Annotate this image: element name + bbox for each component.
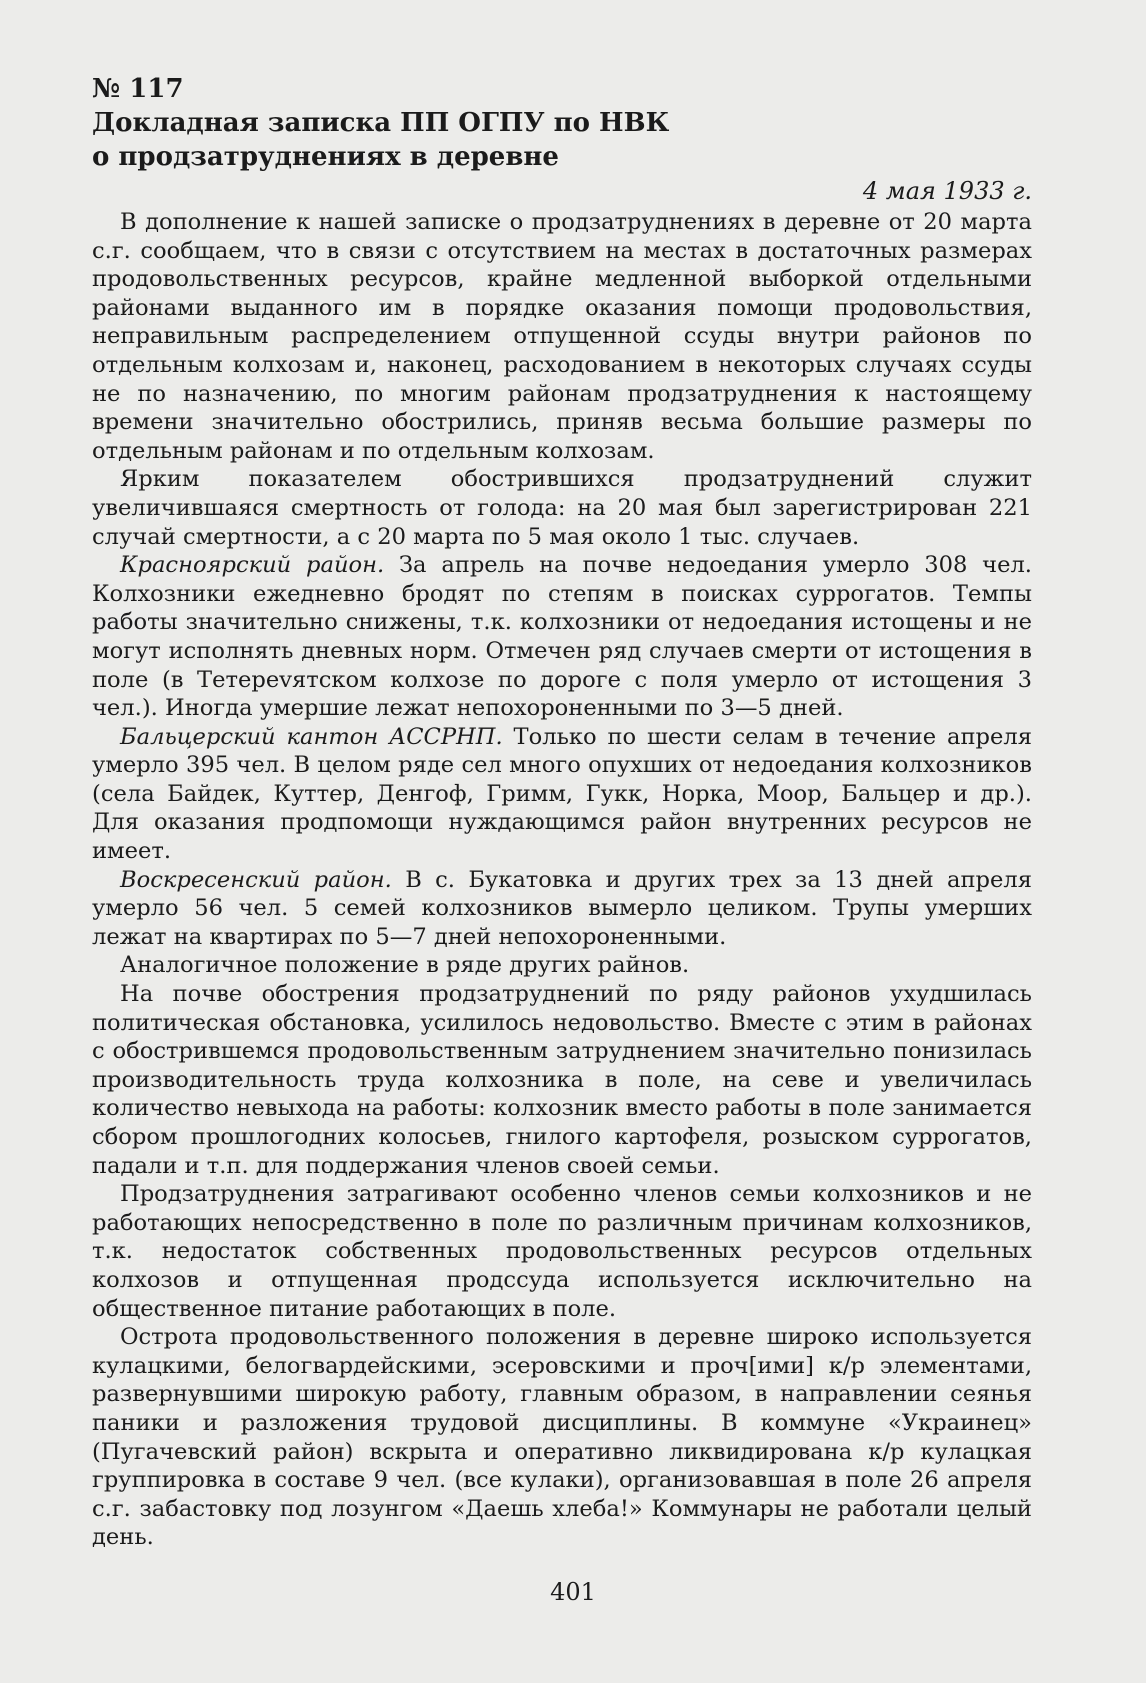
paragraph <box>92 208 1032 465</box>
paragraph <box>92 1180 1032 1323</box>
paragraph-text: Аналогичное положение в ряде других райнов. <box>120 952 690 979</box>
paragraph-text: Продзатруднения затрагивают особенно членов семьи колхозников и не работающих непосредственно в поле по различным причинам колхозников, т.к. недостаток собственных продовольственных ресурсов отдельных колхозов и отпущенная продссуда используется исключительно на общественное питание работающих в поле. <box>92 1181 1032 1322</box>
document-date: 4 мая 1933 г. <box>862 177 1032 205</box>
document-title-line-2: о продзатруднениях в деревне <box>92 142 559 172</box>
paragraph <box>92 866 1032 952</box>
paragraph-text: Острота продовольственного положения в деревне широко используется кулацкими, белогвардейскими, эсеровскими и проч[ими] к/р элементами, развернувшими широкую работу, главным образом, в направлении сеянья паники и разложения трудовой дисциплины. В коммуне «Украинец» (Пугачевский район) вскрыта и оперативно ликвидирована к/р кулацкая группировка в составе 9 чел. (все кулаки), организовавшая в поле 26 апреля с.г. забастовку под лозунгом «Даешь хлеба!» Коммунары не работали целый день. <box>92 1324 1032 1551</box>
paragraph-text: В дополнение к нашей записке о продзатруднениях в деревне от 20 марта с.г. сообщаем, что в связи с отсутствием на местах в достаточных размерах продовольственных ресурсов, крайне медленной выборкой отдельными районами выданного им в порядке оказания помощи продовольствия, неправильным распределением отпущенной ссуды внутри районов по отдельным колхозам и, наконец, расходованием в некоторых случаях ссуды не по назначению, по многим районам продзатруднения к настоящему времени значительно обострились, приняв весьма большие размеры по отдельным районам и по отдельным колхозам. <box>92 209 1032 464</box>
paragraph <box>92 465 1032 551</box>
paragraph <box>92 980 1032 1180</box>
paragraph <box>92 951 1032 980</box>
paragraph-lead: Красноярский район. <box>120 552 385 579</box>
paragraph <box>92 1323 1032 1552</box>
document-number: № 117 <box>92 74 184 104</box>
paragraph-text: За апрель на почве недоедания умерло 308 чел. Колхозники ежедневно бродят по степям в поисках суррогатов. Темпы работы значительно снижены, т.к. колхозники от недоедания истощены и не могут исполнять дневных норм. Отмечен ряд случаев смерти от истощения в поле (в Тетерevятском колхозе по дороге с поля умерло от истощения 3 чел.). Иногда умершие лежат непохороненными по 3—5 дней. <box>92 552 1032 722</box>
paragraph-text: Только по шести селам в течение апреля умерло 395 чел. В целом ряде сел много опухших от недоедания колхозников (села Байдек, Куттер, Денгоф, Гримм, Гукк, Норка, Моор, Бальцер и др.). Для оказания продпомощи нуждающимся район внутренних ресурсов не имеет. <box>92 723 1032 865</box>
paragraph-text: Ярким показателем обострившихся продзатруднений служит увеличившаяся смертность от голода: на 20 мая был зарегистрирован 221 случай смертности, а с 20 марта по 5 мая около 1 тыс. случаев. <box>92 466 1032 550</box>
paragraph <box>92 723 1032 866</box>
paragraph-lead: Воскресенский район. <box>120 866 392 893</box>
page-number: 401 <box>550 1578 596 1606</box>
paragraph-lead: Бальцерский кантон АССРНП. <box>120 723 503 750</box>
paragraph-text: На почве обострения продзатруднений по ряду районов ухудшилась политическая обстановка, усилилось недовольство. Вместе с этим в районах с обострившемся продовольственным затруднением значительно понизилась производительность труда колхозника в поле, на севе и увеличилась количество невыхода на работы: колхозник вместо работы в поле занимается сбором прошлогодних колосьев, гнилого картофеля, розыском суррогатов, падали и т.п. для поддержания членов своей семьи. <box>92 981 1032 1179</box>
paragraph <box>92 551 1032 723</box>
document-title-line-1: Докладная записка ПП ОГПУ по НВК <box>92 108 670 138</box>
paragraph-text: В с. Букатовка и других трех за 13 дней апреля умерло 56 чел. 5 семей колхозников вымерло целиком. Трупы умерших лежат на квартирах по 5—7 дней непохороненными. <box>92 866 1032 950</box>
page-content <box>92 72 1032 1552</box>
